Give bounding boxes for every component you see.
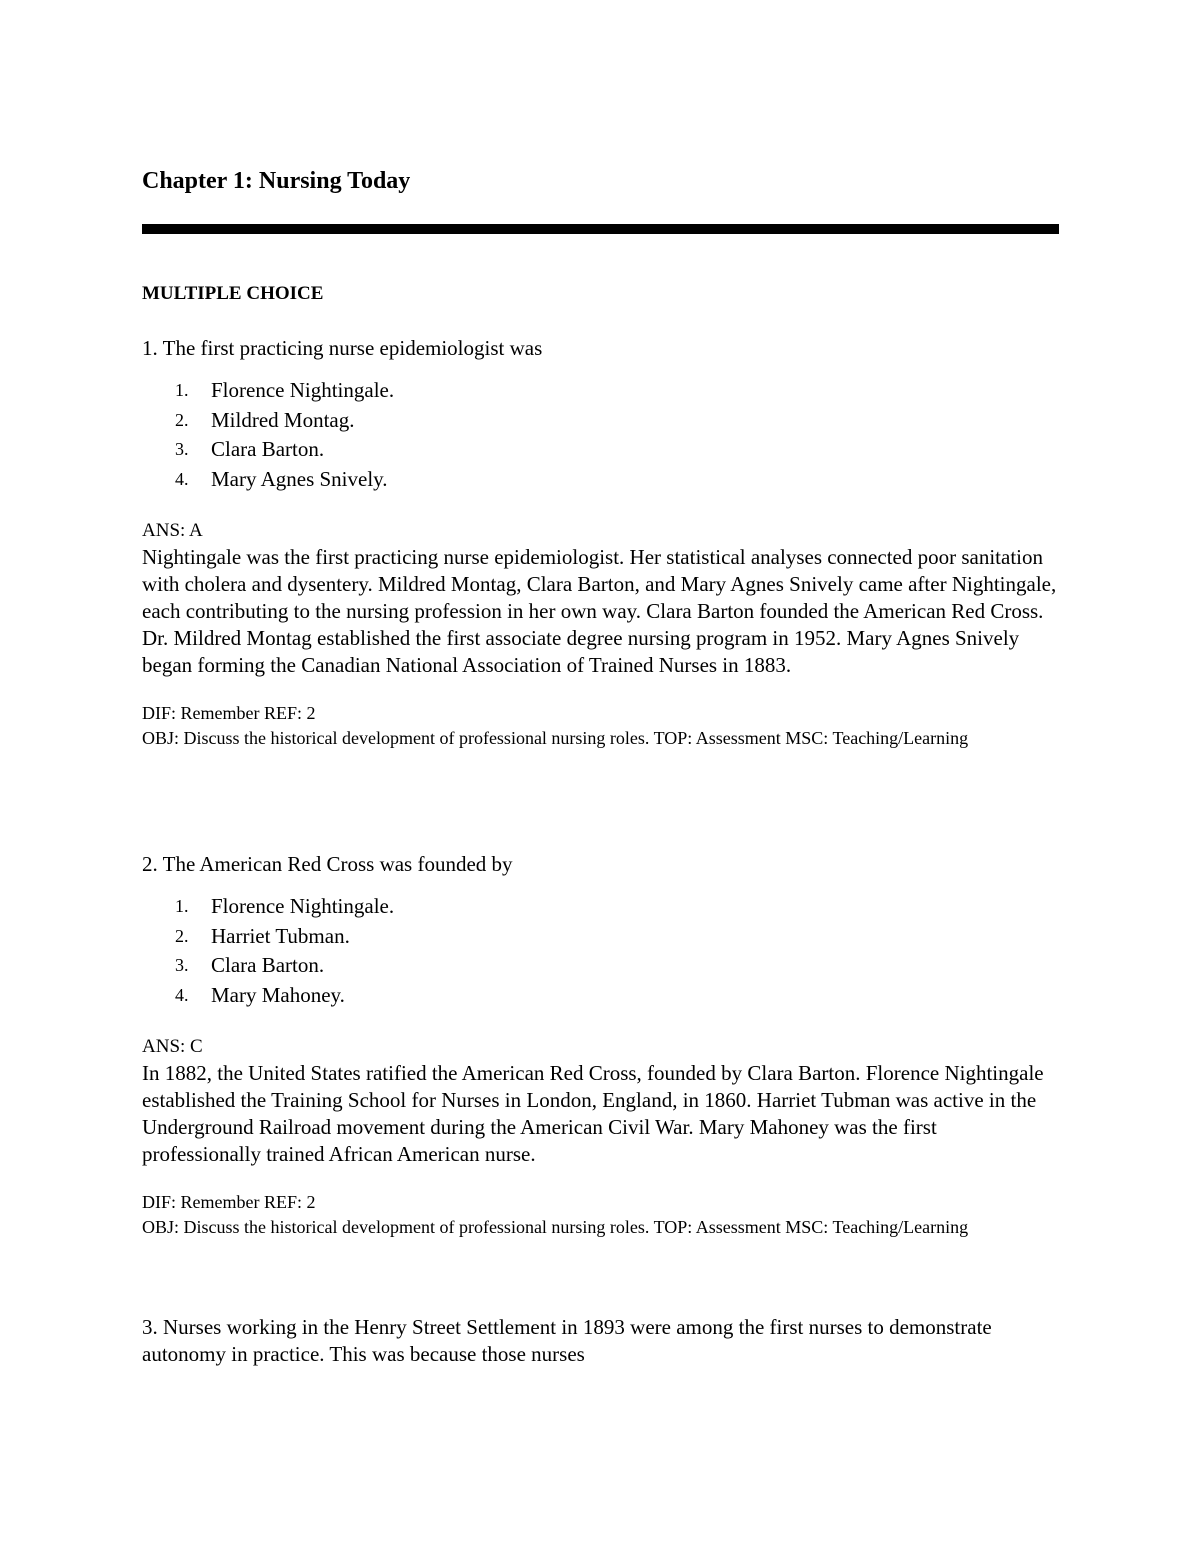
question-stem: 1. The first practicing nurse epidemiologist was xyxy=(142,336,543,360)
question-3 xyxy=(142,1314,1060,1368)
answer-option xyxy=(142,951,1060,981)
rationale-text: In 1882, the United States ratified the American Red Cross, founded by Clara Barton. Florence Nightingale established the Training School for Nurses in London, England, in 1860. Harriet Tubman was active in the Underground Railroad movement during the American Civil War. Mary Mahoney was the first professionally trained African American nurse. xyxy=(142,1061,1044,1166)
title-rule xyxy=(142,224,1059,234)
question-metadata xyxy=(142,1190,1060,1239)
option-number: 4. xyxy=(175,984,189,1005)
option-number: 1. xyxy=(175,896,189,916)
question-metadata xyxy=(142,701,1060,750)
option-number: 4. xyxy=(175,468,189,489)
option-text: Mildred Montag. xyxy=(211,407,355,432)
option-text: Harriet Tubman. xyxy=(211,923,350,948)
option-number: 3. xyxy=(175,439,189,459)
section-heading: MULTIPLE CHOICE xyxy=(142,283,324,304)
answer-key: ANS: C xyxy=(142,1036,203,1057)
answer-option xyxy=(142,892,1060,922)
option-text: Mary Agnes Snively. xyxy=(211,466,388,491)
objective-topic: OBJ: Discuss the historical development of professional nursing roles. TOP: Assessment MSC: Teaching/Learning xyxy=(142,1216,969,1237)
rationale-text: Nightingale was the first practicing nurse epidemiologist. Her statistical analyses connected poor sanitation with cholera and dysentery. Mildred Montag, Clara Barton, and Mary Agnes Snively came after Nightingale, each contributing to the nursing profession in her own way. Clara Barton founded the American Red Cross. Dr. Mildred Montag established the first associate degree nursing program in 1952. Mary Agnes Snively began forming the Canadian National Association of Trained Nurses in 1883. xyxy=(142,545,1057,677)
option-number: 2. xyxy=(175,925,189,946)
option-text: Clara Barton. xyxy=(211,953,325,977)
answer-option xyxy=(142,435,1060,465)
option-text: Clara Barton. xyxy=(211,437,325,461)
option-number: 3. xyxy=(175,955,189,975)
answer-option xyxy=(142,406,1060,436)
option-text: Florence Nightingale. xyxy=(211,378,395,402)
answer-option xyxy=(142,465,1060,495)
option-text: Mary Mahoney. xyxy=(211,982,345,1007)
question-stem: 2. The American Red Cross was founded by xyxy=(142,852,513,876)
question-2 xyxy=(142,851,1060,1239)
chapter-title: Chapter 1: Nursing Today xyxy=(142,168,411,194)
option-number: 1. xyxy=(175,380,189,400)
answer-option xyxy=(142,981,1060,1011)
difficulty-reference: DIF: Remember REF: 2 xyxy=(142,1192,316,1212)
answer-option xyxy=(142,922,1060,952)
answer-options xyxy=(142,892,1060,1010)
option-number: 2. xyxy=(175,409,189,430)
answer-option xyxy=(142,376,1060,406)
option-text: Florence Nightingale. xyxy=(211,894,395,918)
answer-options xyxy=(142,376,1060,494)
question-stem: 3. Nurses working in the Henry Street Settlement in 1893 were among the first nurses to demonstrate autonomy in practice. This was because those nurses xyxy=(142,1315,992,1366)
question-1 xyxy=(142,335,1060,750)
objective-topic: OBJ: Discuss the historical development of professional nursing roles. TOP: Assessment MSC: Teaching/Learning xyxy=(142,727,969,748)
answer-key: ANS: A xyxy=(142,520,203,541)
difficulty-reference: DIF: Remember REF: 2 xyxy=(142,703,316,723)
